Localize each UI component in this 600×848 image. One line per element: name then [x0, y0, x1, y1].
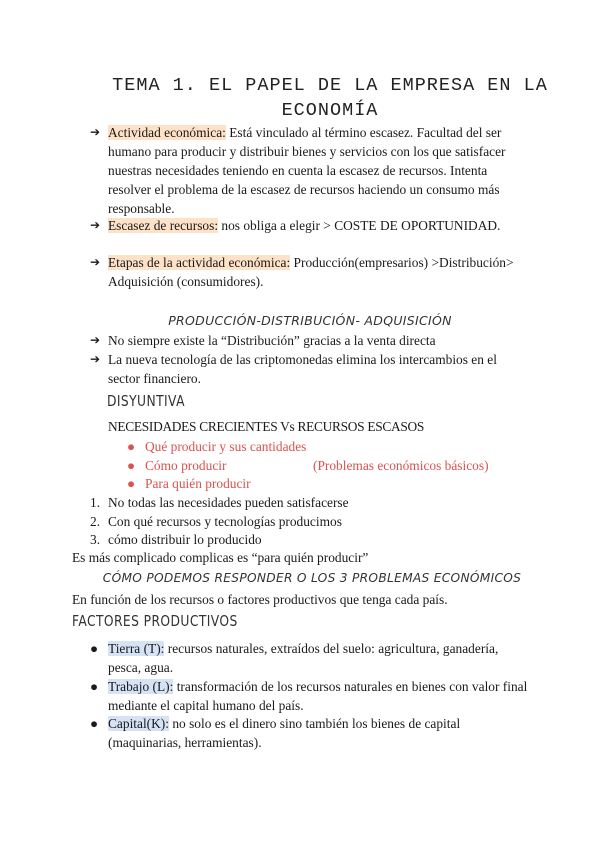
- needs-line: NECESIDADES CRECIENTES Vs RECURSOS ESCASOS: [108, 419, 425, 434]
- bullet-dot-icon: ●: [90, 716, 99, 731]
- page-title: [70, 73, 590, 123]
- term-highlight: Trabajo (L):: [108, 679, 174, 694]
- arrow-right-icon: ➔: [90, 352, 101, 366]
- respond-line: En función de los recursos o factores productivos que tenga cada país.: [72, 592, 448, 607]
- heading-factores: FACTORES PRODUCTIVOS: [72, 612, 238, 630]
- term-highlight: Escasez de recursos:: [108, 218, 219, 233]
- factor-tierra: ● Tierra (T): recursos naturales, extraídos del suelo: agricultura, ganadería, pesca, agua.: [90, 641, 499, 675]
- item-text: La nueva tecnología de las criptomonedas elimina los intercambios en el sector financiero.: [108, 352, 497, 386]
- problem-item-1: ● Qué producir y sus cantidades: [127, 439, 307, 454]
- list-item-escasez: [90, 216, 530, 235]
- item-text: Producción(empresarios) >Distribución> Adquisición (consumidores).: [108, 255, 514, 289]
- heading-disyuntiva: DISYUNTIVA: [107, 392, 185, 410]
- problem-item-2: ● Cómo producir: [127, 458, 227, 473]
- term-highlight: Etapas de la actividad económica:: [108, 255, 291, 270]
- bullet-dot-icon: ●: [127, 476, 136, 491]
- list-item-etapas: [90, 253, 530, 291]
- list-item-distribucion: [90, 331, 530, 350]
- numbered-item-3: 3. cómo distribuir lo producido: [90, 532, 262, 547]
- arrow-right-icon: ➔: [90, 218, 101, 232]
- bullet-dot-icon: ●: [127, 458, 136, 473]
- term-highlight: Capital(K):: [108, 716, 169, 731]
- factor-capital: ● Capital(K): no solo es el dinero sino también los bienes de capital (maquinarias, herramientas).: [90, 716, 461, 750]
- list-item-criptomonedas: [90, 350, 530, 388]
- arrow-right-icon: ➔: [90, 255, 101, 269]
- arrow-right-icon: ➔: [90, 333, 101, 347]
- list-item-actividad: [90, 123, 530, 218]
- item-text: nos obliga a elegir > COSTE DE OPORTUNIDAD.: [218, 218, 501, 233]
- title-line-2: ECONOMÍA: [281, 100, 379, 121]
- bullet-dot-icon: ●: [90, 679, 99, 694]
- bullet-dot-icon: ●: [127, 439, 136, 454]
- numbered-item-1: 1. No todas las necesidades pueden satisfacerse: [90, 495, 349, 510]
- heading-produccion-distribucion: PRODUCCIÓN-DISTRIBUCIÓN- ADQUISICIÓN: [168, 313, 452, 328]
- item-text: Está vinculado al término escasez. Facultad del ser humano para producir y distribuir bienes y servicios con los que satisfacer nuestras necesidades teniendo en cuenta la escasez de recursos. Intenta resolver el problema de la escasez de recursos haciendo un consumo más responsable.: [108, 125, 506, 216]
- term-highlight: Actividad económica:: [108, 125, 226, 140]
- complicated-line: Es más complicado complicas es “para quién producir”: [72, 550, 369, 565]
- arrow-right-icon: ➔: [90, 125, 101, 139]
- numbered-item-2: 2. Con qué recursos y tecnologías producimos: [90, 514, 342, 529]
- title-line-1: TEMA 1. EL PAPEL DE LA EMPRESA EN LA: [112, 75, 548, 96]
- term-highlight: Tierra (T):: [108, 641, 165, 656]
- bullet-dot-icon: ●: [90, 641, 99, 656]
- item-text: No siempre existe la “Distribución” gracias a la venta directa: [108, 333, 436, 348]
- factor-trabajo: ● Trabajo (L): transformación de los recursos naturales en bienes con valor final mediante el capital humano del país.: [90, 679, 528, 713]
- problem-item-3: ● Para quién producir: [127, 476, 251, 491]
- heading-responder: CÓMO PODEMOS RESPONDER O LOS 3 PROBLEMAS ECONÓMICOS: [102, 571, 522, 585]
- problems-note: (Problemas económicos básicos): [313, 458, 489, 473]
